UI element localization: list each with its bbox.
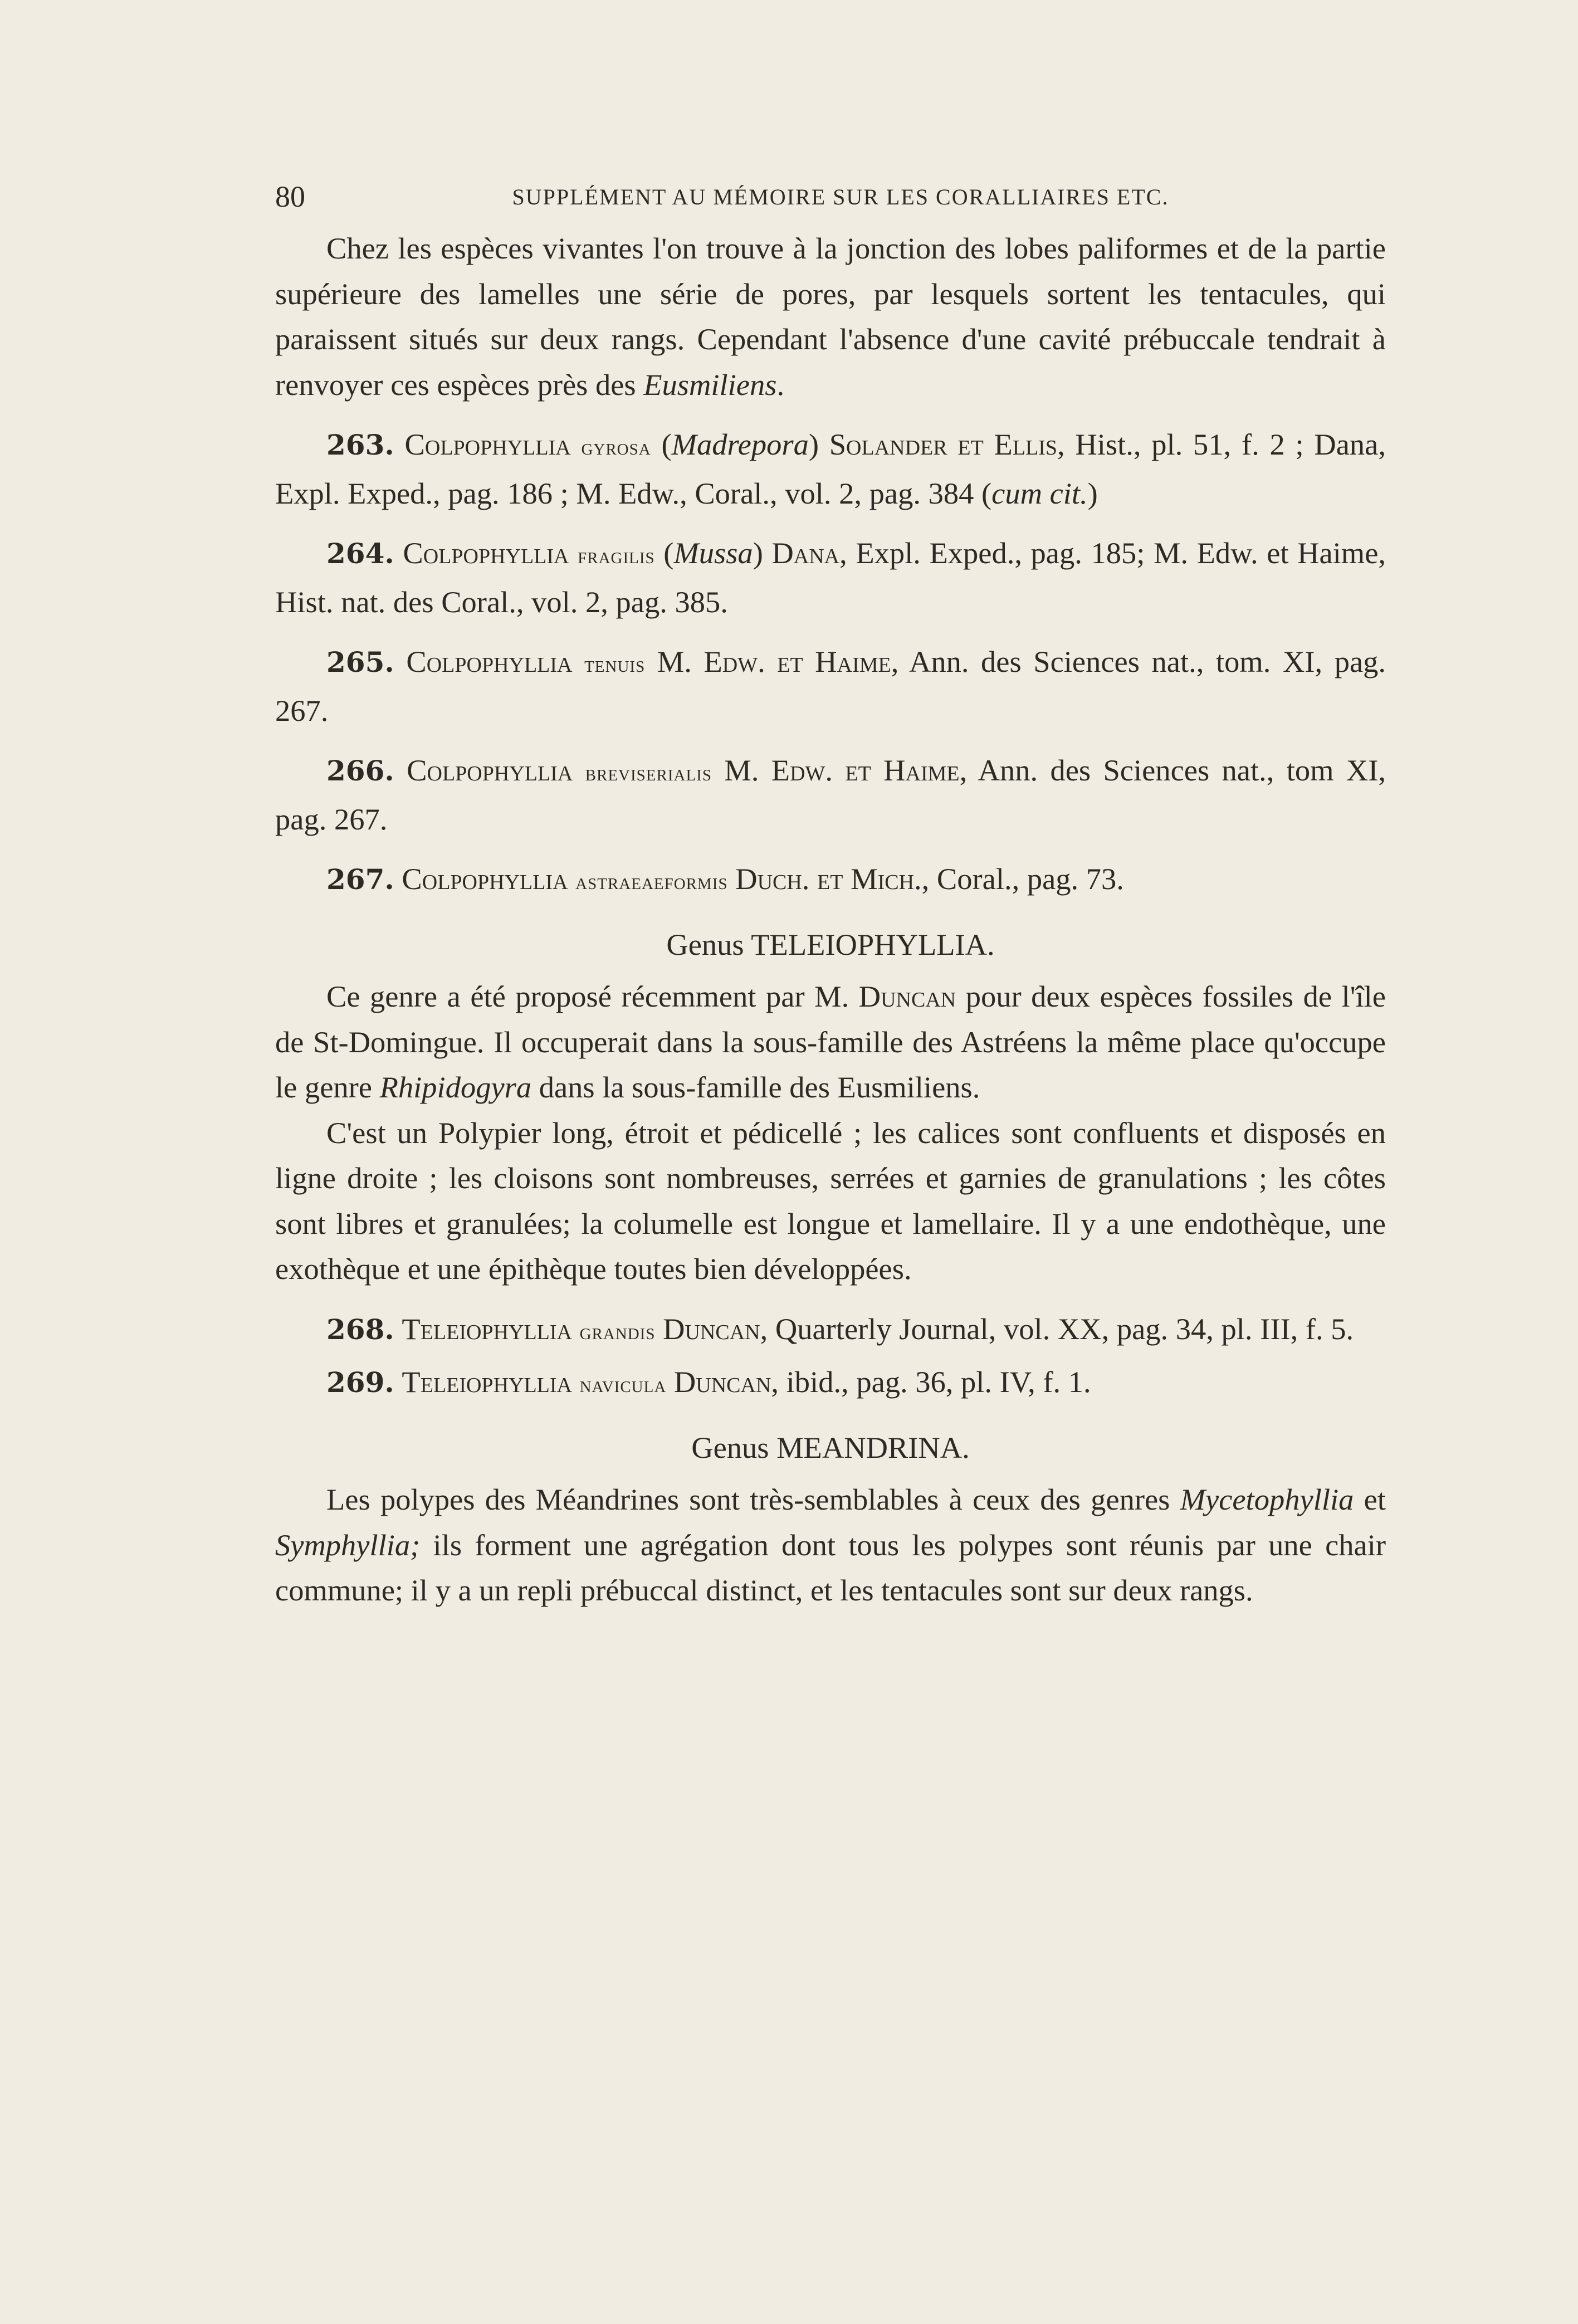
- genus-name: Colpophyllia: [403, 536, 569, 570]
- running-title: SUPPLÉMENT AU MÉMOIRE SUR LES CORALLIAIRES ETC.: [512, 184, 1169, 209]
- species-entry-264: [275, 530, 1386, 624]
- author-name: M. Edw. et Haime: [657, 645, 891, 678]
- species-name: grandis: [579, 1319, 656, 1345]
- genus-name: Colpophyllia: [407, 753, 573, 787]
- author-name: Dana: [771, 536, 840, 570]
- intro-end: .: [776, 367, 785, 402]
- genus-italic: Rhipidogyra: [379, 1070, 532, 1104]
- species-name: astraeaeformis: [575, 869, 728, 895]
- page-number: 80: [275, 180, 305, 213]
- species-entry-269: [275, 1359, 1386, 1408]
- reference-italic: cum cit.: [991, 476, 1088, 510]
- reference: , Ann. des Sciences nat., tom. XI, pag. 267.: [275, 645, 1386, 728]
- entry-number: 269.: [326, 1366, 394, 1399]
- synonym-genus: Madrepora: [671, 427, 809, 461]
- intro-italic: Eusmiliens: [643, 367, 777, 402]
- para-text: dans la sous-famille des Eusmiliens.: [531, 1070, 980, 1104]
- species-name: breviserialis: [585, 760, 712, 786]
- punct: [645, 645, 657, 678]
- author-name: Duncan: [858, 979, 956, 1013]
- genus-name: Teleiophyllia: [402, 1311, 572, 1346]
- para-text: pour deux espèces fossiles de l'île de St-Domingue. Il occuperait dans la sous-famille des Astréens la même place qu'occupe le genre: [275, 979, 1386, 1104]
- entry-number: 267.: [326, 863, 394, 896]
- genus-name: Colpophyllia: [406, 645, 573, 678]
- species-entry-266: [275, 748, 1386, 842]
- species-entry-267: [275, 856, 1386, 905]
- author-name: Duncan: [663, 1311, 760, 1346]
- intro-paragraph: [275, 226, 1386, 407]
- species-entry-265: [275, 639, 1386, 733]
- species-name: tenuis: [584, 652, 646, 677]
- genus-name: Colpophyllia: [402, 862, 568, 896]
- reference: , Coral., pag. 73.: [921, 862, 1124, 896]
- para-text: Ce genre a été proposé récemment par M.: [326, 979, 859, 1013]
- author-name: M. Edw. et Haime: [724, 753, 960, 787]
- punct: ): [808, 427, 829, 461]
- species-entry-263: [275, 422, 1386, 516]
- author-name: Duch. et Mich.: [735, 862, 922, 896]
- genus-italic: Symphyllia;: [275, 1527, 421, 1562]
- author-name: Duncan: [673, 1365, 771, 1399]
- meandrina-paragraph: [275, 1477, 1386, 1613]
- punct: (: [651, 427, 672, 461]
- genus-name: Colpophyllia: [404, 427, 571, 461]
- intro-text: Chez les espèces vivantes l'on trouve à la jonction des lobes paliformes et de la partie supérieure des lamelles une série de pores, par lesquels sortent les tentacules, qui paraissent situés sur deux rangs. Cependant l'absence d'une cavité prébuccale tendrait à renvoyer ces espèces près des: [275, 231, 1386, 402]
- genus-name: Teleiophyllia: [402, 1365, 572, 1399]
- entry-number: 266.: [326, 754, 394, 787]
- species-entry-268: [275, 1306, 1386, 1355]
- para-text: Les polypes des Méandrines sont très-semblables à ceux des genres: [326, 1482, 1180, 1516]
- reference-end: ): [1087, 476, 1098, 510]
- body-text: [275, 226, 1386, 1613]
- punct: [728, 862, 736, 896]
- species-name: fragilis: [578, 543, 655, 569]
- reference: , Ann. des Sciences nat., tom XI, pag. 267.: [275, 753, 1386, 836]
- entry-number: 268.: [326, 1312, 394, 1346]
- entry-number: 263.: [326, 428, 394, 461]
- reference: , Hist., pl. 51, f. 2 ; Dana, Expl. Exped., pag. 186 ; M. Edw., Coral., vol. 2, pag. 384 (: [275, 427, 1386, 510]
- teleiophyllia-paragraph-2: C'est un Polypier long, étroit et pédicellé ; les calices sont confluents et disposés en ligne droite ; les cloisons sont nombreuses, serrées et garnies de granulations ; les côtes sont libres et granulées; la columelle est longue et lamellaire. Il y a une endothèque, une exothèque et une épithèque toutes bien développées.: [275, 1115, 1386, 1286]
- species-name: gyrosa: [581, 434, 651, 460]
- page-header: [275, 179, 1350, 218]
- teleiophyllia-paragraph-1: [275, 974, 1386, 1110]
- genus-heading-teleiophyllia: Genus TELEIOPHYLLIA.: [666, 927, 995, 961]
- reference: , ibid., pag. 36, pl. IV, f. 1.: [771, 1365, 1091, 1399]
- genus-heading-meandrina: Genus MEANDRINA.: [691, 1430, 970, 1464]
- punct: (: [654, 536, 674, 570]
- para-text: et: [1354, 1482, 1386, 1516]
- punct: [712, 753, 724, 787]
- reference: , Quarterly Journal, vol. XX, pag. 34, pl. III, f. 5.: [760, 1311, 1354, 1346]
- entry-number: 265.: [326, 646, 394, 678]
- reference: , Expl. Exped., pag. 185; M. Edw. et Haime, Hist. nat. des Coral., vol. 2, pag. 385.: [275, 536, 1386, 619]
- author-name: Solander et Ellis: [829, 427, 1058, 461]
- entry-number: 264.: [326, 537, 394, 570]
- punct: ): [753, 536, 772, 570]
- synonym-genus: Mussa: [673, 536, 753, 570]
- para-text: ils forment une agrégation dont tous les polypes sont réunis par une chair commune; il y a un repli prébuccal distinct, et les tentacules sont sur deux rangs.: [275, 1527, 1386, 1607]
- genus-italic: Mycetophyllia: [1180, 1482, 1354, 1516]
- species-name: navicula: [579, 1372, 667, 1398]
